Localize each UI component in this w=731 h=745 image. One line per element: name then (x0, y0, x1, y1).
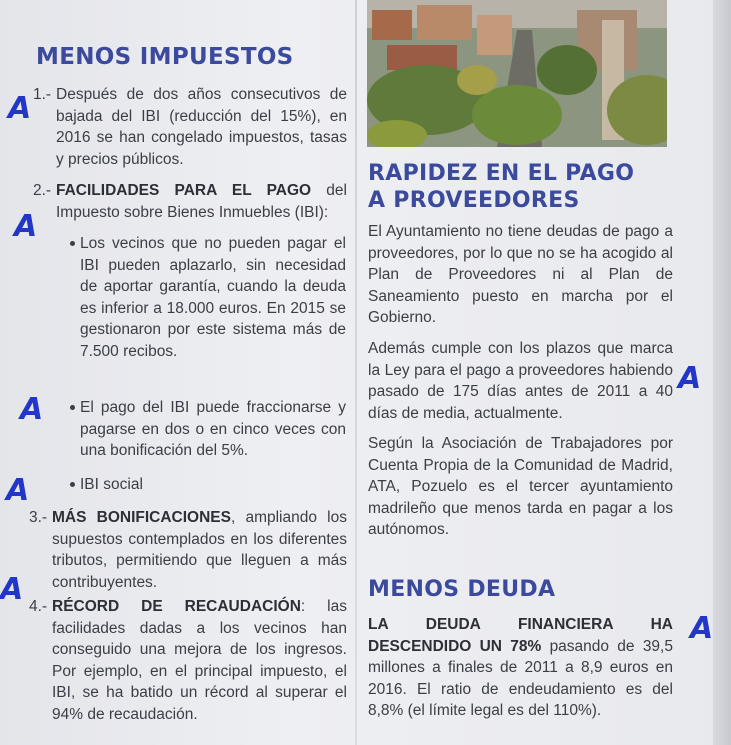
deuda-rest: pasando de 39,5 millones a finales de 2011 a 8,9 euros en 2016. El ratio de endeudamiento es del 8,8% (el límite legal es del 110%). (368, 637, 673, 719)
bullet-2-dot (70, 405, 75, 410)
handwritten-mark-3: A (20, 392, 44, 427)
right-section-title-1: RAPIDEZ EN EL PAGO A PROVEEDORES (368, 161, 635, 213)
bullet-1-text: Los vecinos que no pueden pagar el IBI pueden aplazarlo, sin necesidad de aportar garantía, cuando la deuda es inferior a 18.000 euros. En 2015 se gestionaron por este sistema más de 7.500 recibos. (80, 235, 346, 360)
handwritten-mark-2: A (14, 209, 38, 244)
item-4-text (52, 596, 347, 725)
item-3-number: 3.- (29, 509, 48, 526)
item-2-bold: FACILIDADES PARA EL PAGO (56, 182, 312, 199)
item-4-rest: : las facilidades dadas a los vecinos han conseguido una mejora de los ingresos. Por ejemplo, en el principal impuesto, el IBI, se ha batido un récord al superar el 94% de recaudación. (52, 598, 347, 723)
item-2-rest: del Impuesto sobre Bienes Inmuebles (IBI): (56, 182, 347, 221)
column-divider (355, 0, 357, 745)
handwritten-mark-4: A (6, 473, 30, 508)
handwritten-mark-5: A (0, 572, 24, 607)
bullet-2-text: El pago del IBI puede fraccionarse y pagarse en dos o en cinco veces con una bonificación del 5%. (80, 399, 346, 459)
item-1-number: 1.- (33, 86, 52, 103)
item-4-number: 4.- (29, 598, 48, 615)
right-section-title-2: MENOS DEUDA (368, 577, 556, 602)
item-2-text (56, 180, 347, 223)
city-aerial-photo (367, 0, 667, 147)
right-paragraph-2: Además cumple con los plazos que marca la Ley para el pago a proveedores habiendo pasado de 175 días antes de 2011 a 40 días de media, actualmente. (368, 340, 673, 422)
bullet-1-dot (70, 241, 75, 246)
handwritten-mark-7: A (690, 611, 714, 646)
item-3-rest: , ampliando los supuestos contemplados en los diferentes tributos, permitiendo que lleguen a más contribuyentes. (52, 509, 347, 591)
handwritten-mark-6: A (678, 361, 702, 396)
item-3-bold: MÁS BONIFICACIONES (52, 509, 231, 526)
deuda-text (368, 614, 673, 722)
right-paragraph-1: El Ayuntamiento no tiene deudas de pago a proveedores, por lo que no se ha acogido al Plan de Proveedores ni al Plan de Saneamiento puesto en marcha por el Gobierno. (368, 223, 673, 326)
bullet-3-text: IBI social (80, 476, 143, 493)
handwritten-mark-1: A (8, 91, 32, 126)
deuda-bold: LA DEUDA FINANCIERA HA DESCENDIDO UN 78% (368, 616, 673, 655)
left-section-title: MENOS IMPUESTOS (36, 44, 294, 70)
page-edge (713, 0, 731, 745)
item-2-number: 2.- (33, 182, 52, 199)
item-4-bold: RÉCORD DE RECAUDACIÓN (52, 598, 301, 615)
right-paragraph-3: Según la Asociación de Trabajadores por Cuenta Propia de la Comunidad de Madrid, ATA, Pozuelo es el tercer ayuntamiento madrileño que menos tarda en pagar a los autónomos. (368, 435, 673, 538)
item-3-text (52, 507, 347, 593)
item-1-text: Después de dos años consecutivos de bajada del IBI (reducción del 15%), en 2016 se han congelado impuestos, tasas y precios públicos. (56, 86, 347, 168)
bullet-3-dot (70, 482, 75, 487)
photo-illustration (367, 0, 667, 147)
